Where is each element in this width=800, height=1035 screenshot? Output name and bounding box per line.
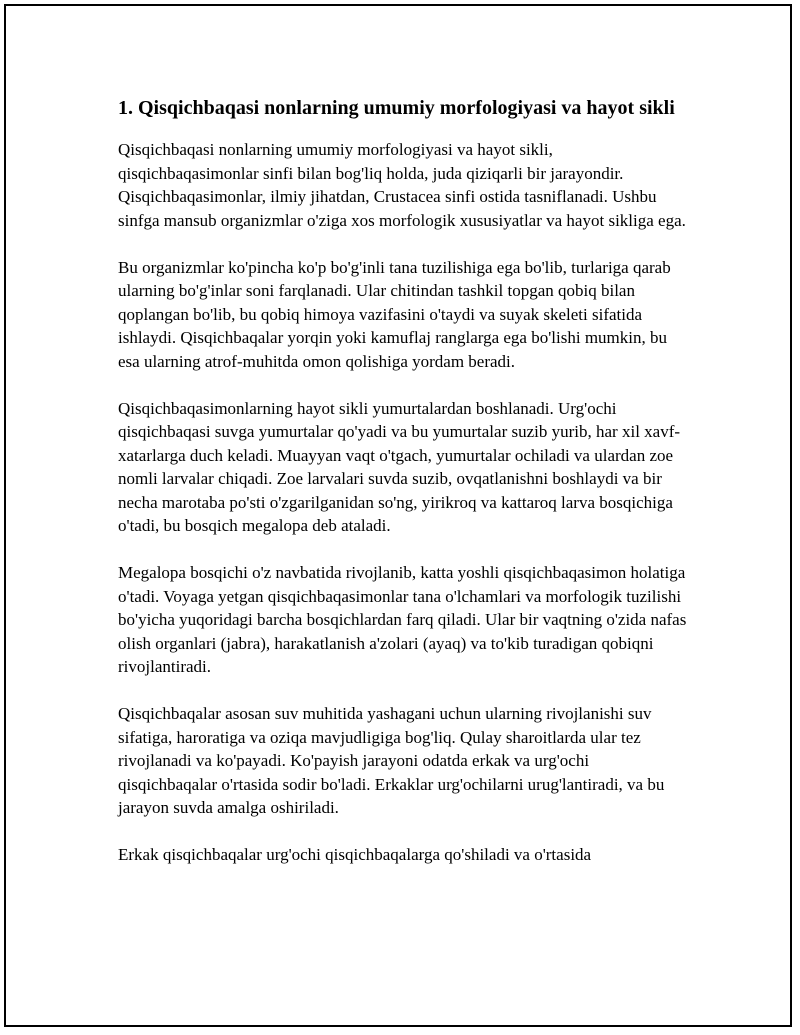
paragraph-3: Qisqichbaqasimonlarning hayot sikli yumurtalardan boshlanadi. Urg'ochi qisqichbaqasi suvga yumurtalar qo'yadi va bu yumurtalar suzib yurib, har xil xavf-xatarlarga duch keladi. Muayyan vaqt o'tgach, yumurtalar ochiladi va ulardan zoe nomli larvalar chiqadi. Zoe larvalari suvda suzib, ovqatlanishni boshlaydi va bir necha marotaba po'sti o'zgarilganidan so'ng, yirikroq va kattaroq larva bosqichiga o'tadi, bu bosqich megalopa deb ataladi. [118, 398, 681, 535]
document-body [118, 94, 688, 890]
paragraph-2: Bu organizmlar ko'pincha ko'p bo'g'inli tana tuzilishiga ega bo'lib, turlariga qarab ularning bo'g'inlar soni farqlanadi. Ular chitindan tashkil topgan qobiq bilan qoplangan bo'lib, bu qobiq himoya vazifasini o'taydi va suyak skeleti sifatida ishlaydi. Qisqichbaqalar yorqin yoki kamuflaj ranglarga ega bo'lishi mumkin, bu esa ularning atrof-muhitda omon qolishiga yordam beradi. [118, 257, 671, 371]
section-heading: 1. Qisqichbaqasi nonlarning umumiy morfologiyasi va hayot sikli [118, 97, 675, 119]
paragraph-1: Qisqichbaqasi nonlarning umumiy morfologiyasi va hayot sikli, qisqichbaqasimonlar sinfi bilan bog'liq holda, juda qiziqarli bir jarayondir. Qisqichbaqasimonlar, ilmiy jihatdan, Crustacea sinfi ostida tasniflanadi. Ushbu sinfga mansub organizmlar o'ziga xos morfologik xususiyatlar va hayot sikliga ega. [118, 140, 686, 230]
paragraph-5: Qisqichbaqalar asosan suv muhitida yashagani uchun ularning rivojlanishi suv sifatiga, haroratiga va oziqa mavjudligiga bog'liq. Qulay sharoitlarda ular tez rivojlanadi va ko'payadi. Ko'payish jarayoni odatda erkak va urg'ochi qisqichbaqalar o'rtasida sodir bo'ladi. Erkaklar urg'ochilarni urug'lantiradi, va bu jarayon suvda amalga oshiriladi. [118, 704, 665, 817]
paragraph-6: Erkak qisqichbaqalar urg'ochi qisqichbaqalarga qo'shiladi va o'rtasida [118, 845, 592, 864]
paragraph-4: Megalopa bosqichi o'z navbatida rivojlanib, katta yoshli qisqichbaqasimon holatiga o'tadi. Voyaga yetgan qisqichbaqasimonlar tana o'lchamlari va morfologik tuzilishi bo'yicha yuqoridagi barcha bosqichlardan farq qiladi. Ular bir vaqtning o'zida nafas olish organlari (jabra), harakatlanish a'zolari (ayaq) va to'kib turadigan qobiqni rivojlantiradi. [118, 563, 687, 676]
